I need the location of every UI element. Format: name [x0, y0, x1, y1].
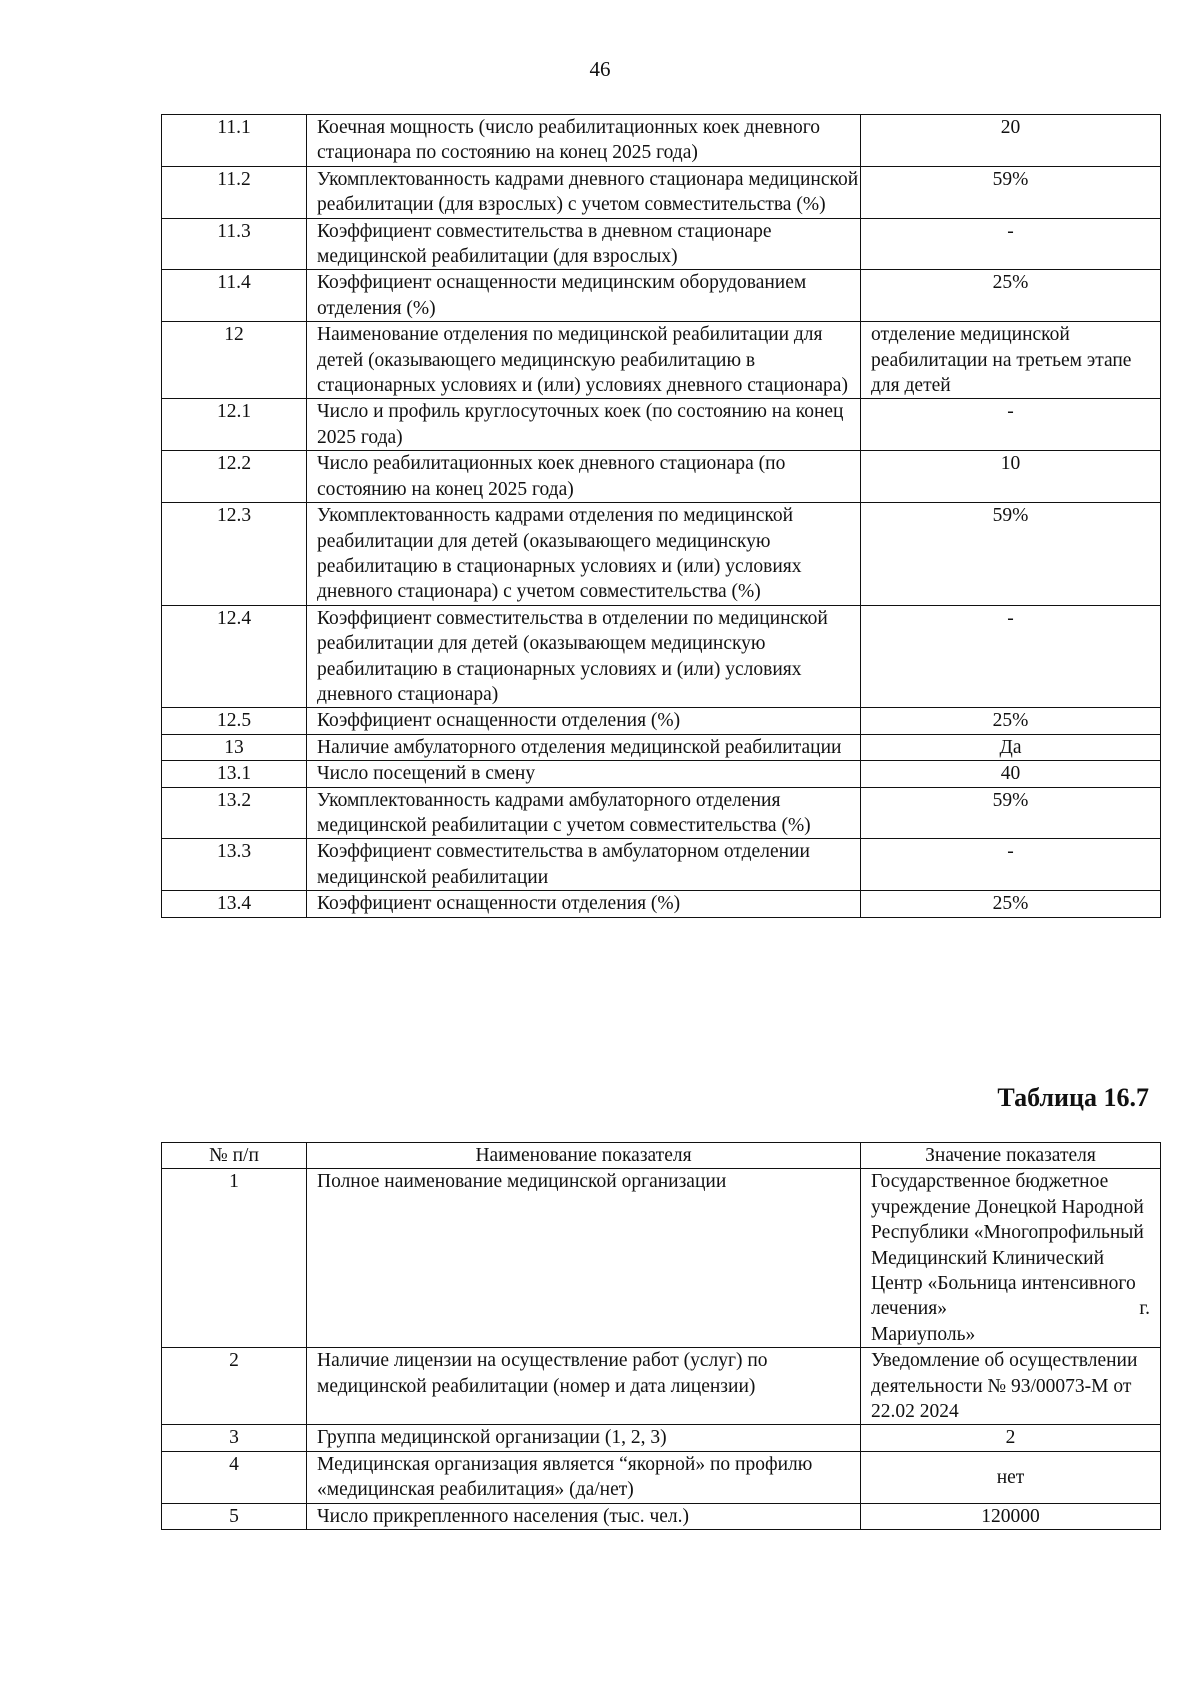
table-row [162, 761, 1161, 787]
row-number: 13.3 [162, 839, 307, 891]
header-value: Значение показателя [861, 1143, 1161, 1169]
table-row [162, 839, 1161, 891]
table-row [162, 1451, 1161, 1503]
indicator-value: - [861, 218, 1161, 270]
indicator-value-last: Мариуполь» [871, 1323, 976, 1345]
row-number: 5 [162, 1503, 307, 1529]
row-number: 12.4 [162, 605, 307, 708]
row-number: 2 [162, 1348, 307, 1425]
table-row [162, 503, 1161, 606]
indicator-name: Наличие амбулаторного отделения медицинской реабилитации [307, 734, 861, 760]
indicator-value: Да [861, 734, 1161, 760]
table-row [162, 734, 1161, 760]
indicator-value: 40 [861, 761, 1161, 787]
row-number: 11.1 [162, 115, 307, 167]
indicator-name: Укомплектованность кадрами амбулаторного отделения медицинской реабилитации с учетом совместительства (%) [307, 787, 861, 839]
indicator-value: нет [861, 1451, 1161, 1503]
table-row [162, 166, 1161, 218]
indicator-value: 20 [861, 115, 1161, 167]
row-number: 4 [162, 1451, 307, 1503]
row-number: 12.1 [162, 399, 307, 451]
indicator-value: 59% [861, 503, 1161, 606]
indicator-value-main: Государственное бюджетное учреждение Донецкой Народной Республики «Многопрофильный Медицинский Клинический Центр «Больница интенсивного лечения» [871, 1171, 1144, 1320]
indicator-value: - [861, 839, 1161, 891]
row-number: 1 [162, 1169, 307, 1348]
indicator-value: - [861, 605, 1161, 708]
row-number: 3 [162, 1425, 307, 1451]
organization-table [161, 1142, 1161, 1530]
indicator-name: Наименование отделения по медицинской реабилитации для детей (оказывающего медицинскую реабилитацию в стационарных условиях и (или) условиях дневного стационара) [307, 322, 861, 399]
page-number: 46 [589, 57, 611, 81]
row-number: 11.3 [162, 218, 307, 270]
table-row [162, 115, 1161, 167]
indicator-name: Укомплектованность кадрами отделения по медицинской реабилитации для детей (оказывающего медицинскую реабилитацию в стационарных условиях и (или) условиях дневного стационара) с учетом совместительства (%) [307, 503, 861, 606]
table-row [162, 1169, 1161, 1348]
indicator-value: 25% [861, 270, 1161, 322]
table-row [162, 451, 1161, 503]
indicator-name: Коэффициент совместительства в дневном стационаре медицинской реабилитации (для взрослых) [307, 218, 861, 270]
indicator-name: Укомплектованность кадрами дневного стационара медицинской реабилитации (для взрослых) с учетом совместительства (%) [307, 166, 861, 218]
indicator-value: - [861, 399, 1161, 451]
table-row [162, 270, 1161, 322]
indicator-name: Группа медицинской организации (1, 2, 3) [307, 1425, 861, 1451]
row-number: 13.1 [162, 761, 307, 787]
indicator-value: 59% [861, 166, 1161, 218]
table-row [162, 322, 1161, 399]
table-row [162, 1425, 1161, 1451]
indicator-name: Число посещений в смену [307, 761, 861, 787]
row-number: 12.5 [162, 708, 307, 734]
indicator-value [861, 1169, 1161, 1348]
indicator-name: Число и профиль круглосуточных коек (по состоянию на конец 2025 года) [307, 399, 861, 451]
indicator-name: Коечная мощность (число реабилитационных коек дневного стационара по состоянию на конец 2025 года) [307, 115, 861, 167]
indicators-table-continued [161, 114, 1161, 918]
indicator-name: Число реабилитационных коек дневного стационара (по состоянию на конец 2025 года) [307, 451, 861, 503]
indicator-value: 10 [861, 451, 1161, 503]
row-number: 12.2 [162, 451, 307, 503]
row-number: 12 [162, 322, 307, 399]
row-number: 13.4 [162, 891, 307, 917]
indicator-value: 2 [861, 1425, 1161, 1451]
table-row [162, 787, 1161, 839]
indicator-name: Медицинская организация является “якорной» по профилю «медицинская реабилитация» (да/нет) [307, 1451, 861, 1503]
indicator-name: Число прикрепленного населения (тыс. чел.) [307, 1503, 861, 1529]
table-row [162, 1348, 1161, 1425]
indicator-name: Коэффициент совместительства в отделении по медицинской реабилитации для детей (оказывающем медицинскую реабилитацию в стационарных условиях и (или) условиях дневного стационара) [307, 605, 861, 708]
row-number: 13.2 [162, 787, 307, 839]
row-number: 12.3 [162, 503, 307, 606]
row-number: 11.4 [162, 270, 307, 322]
table-caption: Таблица 16.7 [997, 1083, 1149, 1112]
indicator-name: Коэффициент оснащенности отделения (%) [307, 708, 861, 734]
table-row [162, 218, 1161, 270]
row-number: 11.2 [162, 166, 307, 218]
indicator-value: 25% [861, 891, 1161, 917]
indicator-value: 25% [861, 708, 1161, 734]
table-row [162, 891, 1161, 917]
indicator-name: Коэффициент оснащенности медицинским оборудованием отделения (%) [307, 270, 861, 322]
indicator-value: 120000 [861, 1503, 1161, 1529]
indicator-name: Полное наименование медицинской организации [307, 1169, 861, 1348]
indicator-name: Коэффициент совместительства в амбулаторном отделении медицинской реабилитации [307, 839, 861, 891]
indicator-value: отделение медицинской реабилитации на третьем этапе для детей [861, 322, 1161, 399]
table-row [162, 1503, 1161, 1529]
table-row [162, 605, 1161, 708]
row-number: 13 [162, 734, 307, 760]
indicator-name: Коэффициент оснащенности отделения (%) [307, 891, 861, 917]
table-header-row [162, 1143, 1161, 1169]
table-row [162, 708, 1161, 734]
table-row [162, 399, 1161, 451]
header-name: Наименование показателя [307, 1143, 861, 1169]
indicator-value-tail: г. [1139, 1298, 1150, 1320]
indicator-name: Наличие лицензии на осуществление работ (услуг) по медицинской реабилитации (номер и дата лицензии) [307, 1348, 861, 1425]
indicator-value: Уведомление об осуществлении деятельности № 93/00073-М от 22.02 2024 [861, 1348, 1161, 1425]
header-number: № п/п [162, 1143, 307, 1169]
indicator-value: 59% [861, 787, 1161, 839]
